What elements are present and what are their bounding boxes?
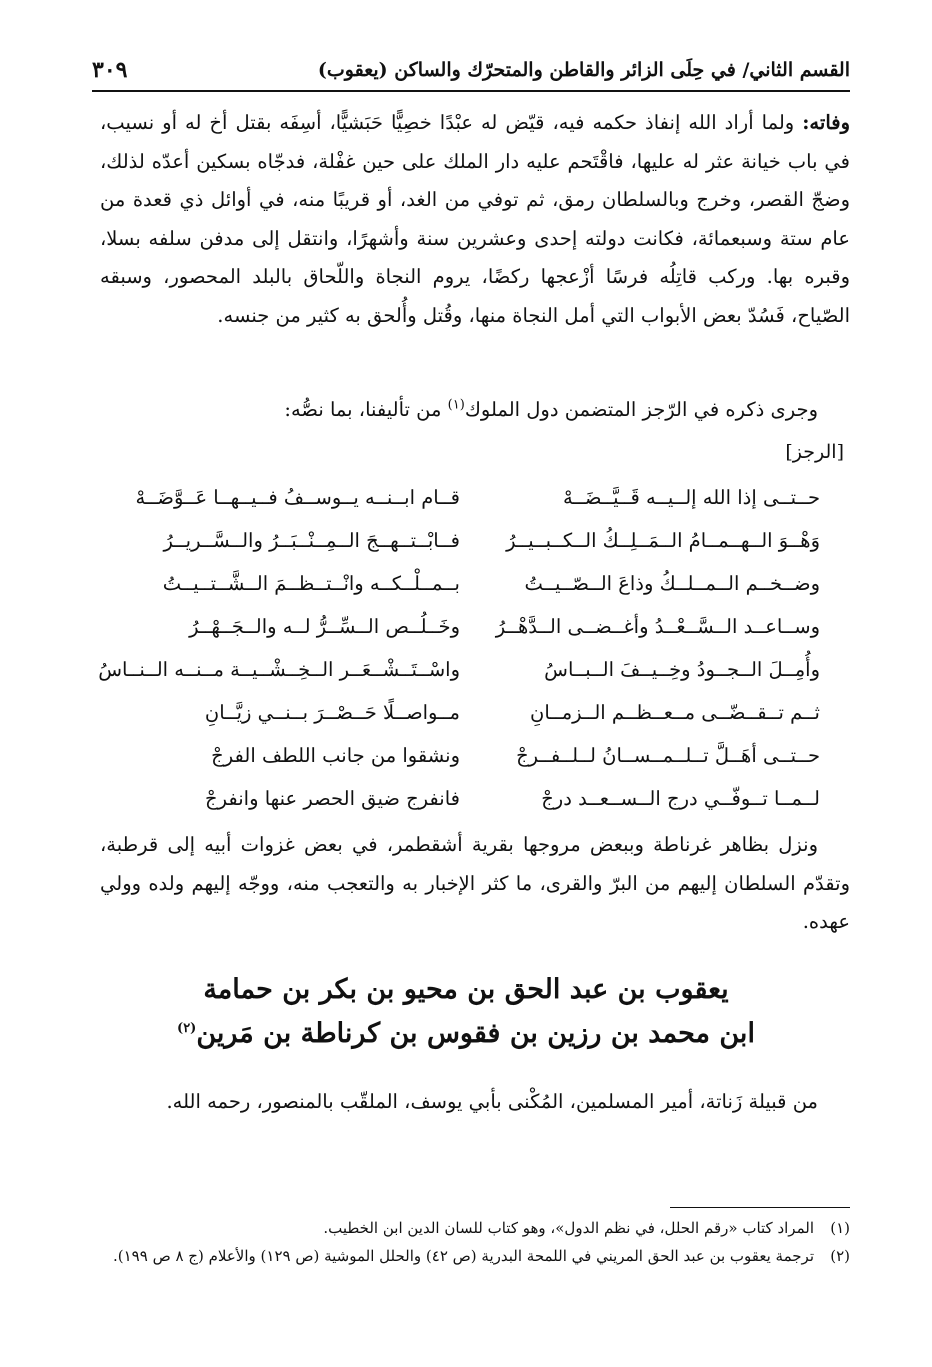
after-poem-paragraph: ونزل بظاهر غرناطة وببعض مروجها بقرية أشقطمر، في بعض غزوات أبيه إلى قرطبة، وتقدّم السلطان إليهم من البرّ والقرى، ما كثر الإخبار به والتعجب منه، ووجّه إليهم ولده وولي عهده. bbox=[100, 833, 850, 934]
rajaz-intro bbox=[100, 391, 850, 430]
rajaz-intro-after: من تأليفنا، بما نصُّه: bbox=[284, 398, 448, 421]
heading-line-2: ابن محمد بن رزين بن فقوس بن كرناطة بن مَرين bbox=[196, 1018, 755, 1049]
verse bbox=[140, 734, 820, 777]
verse-second-hemistich: مــواصــلًا حَــصْــرَ بــنــي زيَّــانِ bbox=[204, 701, 460, 724]
verse bbox=[135, 476, 820, 519]
death-label: وفاته: bbox=[802, 111, 850, 134]
footnote-ref-2[interactable]: (٢) bbox=[177, 1021, 197, 1036]
verse-second-hemistich: واسْــتَــشْــعَــر الــخِــشْــيــة مــنــه الــنــاسُ bbox=[98, 658, 460, 681]
death-text: ولما أراد الله إنفاذ حكمه فيه، قيّض له عبْدًا خصِيًّا حَبَشيًّا، أسِفَه بقتل أخ له أو نسيب، في باب خيانة عثر له عليها، فاقْتَحم عليه دار الملك على حين غفْلة، فدجّاه بسكين أعدّه لذلك، وضجّ القصر، وخرج وبالسلطان رمق، ثم توفي من الغد، أو قريبًا منه، في أوائل ذي قعدة من عام ستة وسبعمائة، فكانت دولته إحدى وعشرين سنة وأشهرًا، وانتقل إلى مدفن سلفه بسلا، وقبره بها. وركب قاتِلُه فرسًا أزْعجها ركضًا، يروم النجاة واللّحاق بالبلد المحصور، وسبقه الصّياح، فَسُدّ بعض الأبواب التي أمل النجاة منها، وقُتل وأُلحق به كثير من جنسه. bbox=[100, 111, 850, 327]
verse bbox=[98, 648, 820, 691]
footnote-divider bbox=[670, 1207, 850, 1208]
verse-first-hemistich: حــتــى إذا الله إلــيــه قَــيَّــضَــهْ bbox=[562, 486, 820, 509]
verse-second-hemistich: ونشقوا من جانب اللطف الفرجْ bbox=[211, 744, 460, 767]
footnote bbox=[100, 1214, 850, 1242]
header-title: القسم الثاني/ في حِلَى الزائر والقاطن والمتحرّك والساكن (يعقوب) bbox=[317, 59, 850, 81]
section-heading bbox=[100, 968, 832, 1056]
rajaz-intro-before: وجرى ذكره في الرّجز المتضمن دول الملوك bbox=[464, 398, 818, 421]
footnote-text: ترجمة يعقوب بن عبد الحق المريني في اللمحة البدرية (ص ٤٢) والحلل الموشية (ص ١٢٩) والأعلام (ج ٨ ص ١٩٩). bbox=[113, 1247, 814, 1265]
verse-first-hemistich: وســاعــد الــسَّــعْــدُ وأغــضــى الــدَّهْــرُ bbox=[495, 615, 820, 638]
intro-paragraph: من قبيلة زَناتة، أمير المسلمين، المُكْنى بأبي يوسف، الملقّب بالمنصور، رحمه الله. bbox=[166, 1090, 818, 1113]
footnote-ref-1[interactable]: (١) bbox=[447, 397, 465, 413]
verse bbox=[140, 605, 820, 648]
verse bbox=[140, 691, 820, 734]
verse-second-hemistich: فــابْــتــهــجَ الــمِــنْــبَــرُ والــسَّــريــرُ bbox=[163, 529, 460, 552]
footnote-text: المراد كتاب «رقم الحلل، في نظم الدول»، وهو كتاب للسان الدين ابن الخطيب. bbox=[323, 1219, 814, 1237]
verse-first-hemistich: وضــخــم الــمــلــكُ وذاعَ الــصّــيــتُ bbox=[524, 572, 820, 595]
verse-first-hemistich: لــمــا تــوفّــي درج الــســعــد درجْ bbox=[541, 787, 820, 810]
running-header bbox=[92, 50, 850, 92]
verse-second-hemistich: فانفرج ضيق الحصر عنها وانفرجْ bbox=[205, 787, 460, 810]
meter-label: [الرجز] bbox=[785, 441, 844, 463]
verse-second-hemistich: وخَــلُــص الــسِّــرُّ لــه والــجَــهْــرُ bbox=[189, 615, 460, 638]
death-paragraph bbox=[100, 104, 850, 336]
verse-first-hemistich: وأُمِــلَ الــجــودُ وخِــيــفَ الــبــاسُ bbox=[544, 658, 820, 681]
page-number: ٣٠٩ bbox=[92, 57, 128, 83]
verse-first-hemistich: ثــم تــقــضّــى مــعــظــم الــزمــانِ bbox=[530, 701, 820, 724]
footnote-number: (٢) bbox=[830, 1247, 850, 1265]
verse-first-hemistich: حــتــى أهَــلَّ تــلــمــســانُ لــلــفــرجْ bbox=[516, 744, 820, 767]
verse bbox=[140, 777, 820, 820]
footnotes bbox=[100, 1214, 850, 1270]
verse-second-hemistich: قــام ابــنــه يــوســفُ فــيــهــا عَــوَّضَــهْ bbox=[135, 486, 460, 509]
poem bbox=[98, 476, 820, 820]
verse-second-hemistich: بــمــلْــكــه وانْــتــظــمَ الــشَّــتــيــتُ bbox=[162, 572, 460, 595]
heading-line-1: يعقوب بن عبد الحق بن محيو بن بكر بن حمامة bbox=[203, 974, 729, 1005]
verse bbox=[140, 562, 820, 605]
verse bbox=[140, 519, 820, 562]
footnote-number: (١) bbox=[830, 1219, 850, 1237]
verse-first-hemistich: وَهْــوَ الــهــمــامُ الــمَــلِــكُ الــكــبــيــرُ bbox=[506, 529, 820, 552]
footnote bbox=[100, 1242, 850, 1270]
